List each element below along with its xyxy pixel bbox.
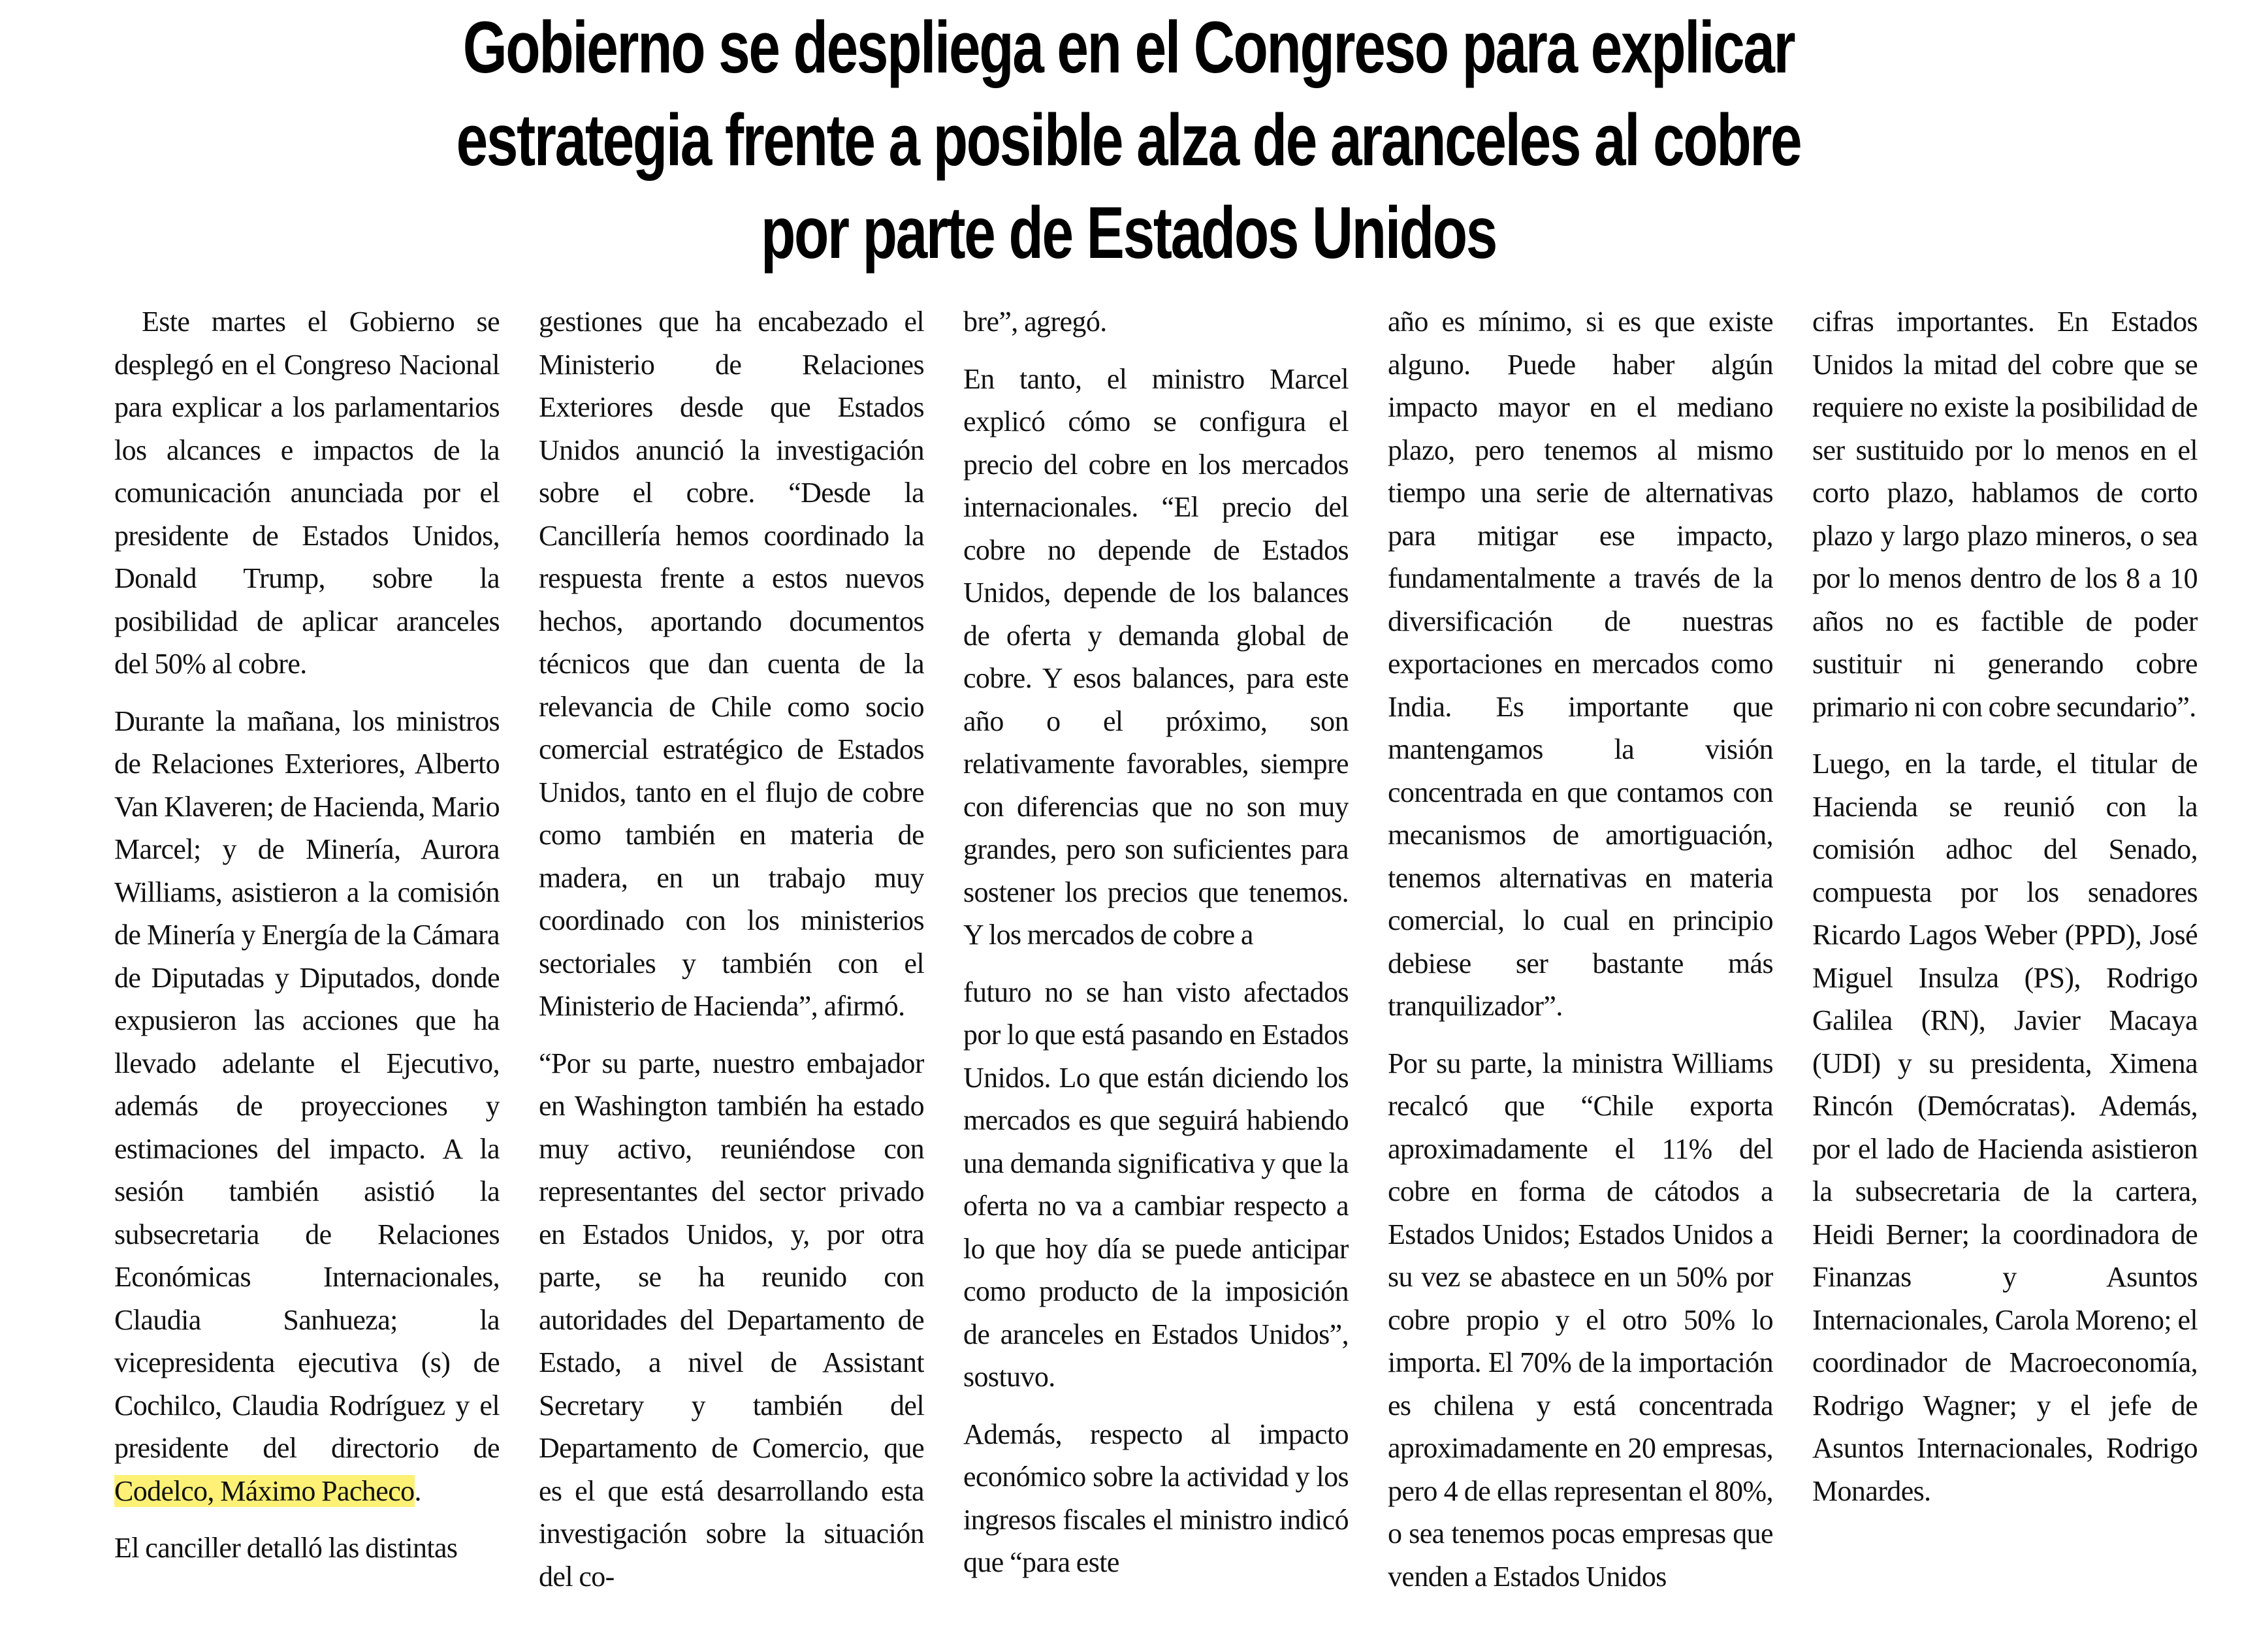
article-paragraph (1812, 742, 2198, 1512)
article-paragraph (539, 300, 924, 1028)
article-paragraph (114, 300, 500, 686)
article-paragraph (963, 358, 1349, 957)
article-paragraph (963, 300, 1349, 343)
paragraph-text: El canciller detalló las distintas (114, 1532, 458, 1564)
article-paragraph (114, 1527, 500, 1570)
highlighted-text: Codelco, Máximo Pacheco (114, 1474, 415, 1507)
paragraph-text: bre”, agregó. (963, 306, 1107, 338)
article-paragraph (1388, 1042, 1773, 1598)
article-paragraph (963, 971, 1349, 1399)
article-paragraph (963, 1413, 1349, 1584)
paragraph-text: Además, respecto al impacto económico sobre la actividad y los ingresos fiscales el ministro indicó que “para este (963, 1418, 1349, 1578)
paragraph-text: Luego, en la tarde, el titular de Hacienda se reunió con la comisión adhoc del Senado, compuesta por los senadores Ricardo Lagos Weber (PPD), José Miguel Insulza (PS), Rodrigo Galilea (RN), Javier Macaya (UDI) y su presidenta, Ximena Rincón (Demócratas). Además, por el lado de Hacienda asistieron la subsecretaria de la cartera, Heidi Berner; la coordinadora de Finanzas y Asuntos Internacionales, Carola Moreno; el coordinador de Macroeconomía, Rodrigo Wagner; y el jefe de Asuntos Internacionales, Rodrigo Monardes. (1812, 748, 2198, 1507)
paragraph-text: Durante la mañana, los ministros de Relaciones Exteriores, Alberto Van Klaveren; de Hacienda, Mario Marcel; y de Minería, Aurora Williams, asistieron a la comisión de Minería y Energía de la Cámara de Diputadas y Diputados, donde expusieron las acciones que ha llevado adelante el Ejecutivo, además de proyecciones y estimaciones del impacto. A la sesión también asistió la subsecretaria de Relaciones Económicas Internacionales, Claudia Sanhueza; la vicepresidenta ejecutiva (s) de Cochilco, Claudia Rodríguez y el presidente del directorio de (114, 705, 500, 1464)
paragraph-text: Este martes el Gobierno se desplegó en el Congreso Nacional para explicar a los parlamentarios los alcances e impactos de la comunicación anunciada por el presidente de Estados Unidos, Donald Trump, sobre la posibilidad de aplicar aranceles del 50% al cobre. (114, 306, 500, 680)
article-paragraph (1388, 300, 1773, 1028)
paragraph-text: año es mínimo, si es que existe alguno. Puede haber algún impacto mayor en el mediano plazo, pero tenemos al mismo tiempo una serie de alternativas para mitigar ese impacto, fundamentalmente a través de la diversificación de nuestras exportaciones en mercados como India. Es importante que mantengamos la visión concentrada en que contamos con mecanismos de amortiguación, tenemos alternativas en materia comercial, lo cual en principio debiese ser bastante más tranquilizador”. (1388, 306, 1773, 1022)
headline-line-2: estrategia frente a posible alza de aranceles al cobre (456, 99, 1801, 181)
article-column-5 (1812, 300, 2198, 1651)
paragraph-text: cifras importantes. En Estados Unidos la mitad del cobre que se requiere no existe la posibilidad de ser sustituido por lo menos en el corto plazo, hablamos de corto plazo y largo plazo mineros, o sea por lo menos dentro de los 8 a 10 años no es factible de poder sustituir ni generando cobre primario ni con cobre secundario”. (1812, 306, 2198, 723)
paragraph-text: Por su parte, la ministra Williams recalcó que “Chile exporta aproximadamente el 11% del cobre en forma de cátodos a Estados Unidos; Estados Unidos a su vez se abastece en un 50% por cobre propio y el otro 50% lo importa. El 70% de la importación es chilena y está concentrada aproximadamente en 20 empresas, pero 4 de ellas representan el 80%, o sea tenemos pocas empresas que venden a Estados Unidos (1388, 1047, 1773, 1593)
paragraph-text: futuro no se han visto afectados por lo que está pasando en Estados Unidos. Lo que están diciendo los mercados es que seguirá habiendo una demanda significativa y que la oferta no va a cambiar respecto a lo que hoy día se puede anticipar como producto de la imposición de aranceles en Estados Unidos”, sostuvo. (963, 976, 1349, 1393)
article-column-4 (1388, 300, 1773, 1651)
paragraph-text: En tanto, el ministro Marcel explicó cómo se configura el precio del cobre en los mercados internacionales. “El precio del cobre no depende de Estados Unidos, depende de los balances de oferta y demanda global de cobre. Y esos balances, para este año o el próximo, son relativamente favorables, siempre con diferencias que no son muy grandes, pero son suficientes para sostener los precios que tenemos. Y los mercados de cobre a (963, 362, 1349, 951)
article-column-3 (963, 300, 1349, 1651)
article-paragraph (539, 1042, 924, 1598)
headline-line-1: Gobierno se despliega en el Congreso para explicar (462, 7, 1795, 88)
article-column-1 (114, 300, 500, 1651)
paragraph-text: “Por su parte, nuestro embajador en Washington también ha estado muy activo, reuniéndose con representantes del sector privado en Estados Unidos, y, por otra parte, se ha reunido con autoridades del Departamento de Estado, a nivel de Assistant Secretary y también del Departamento de Comercio, que es el que está desarrollando esta investigación sobre la situación del co- (539, 1047, 924, 1593)
article-body (114, 300, 2198, 1651)
article-paragraph (1812, 300, 2198, 728)
headline (330, 1, 1927, 279)
article-paragraph (114, 700, 500, 1513)
article-column-2 (539, 300, 924, 1651)
paragraph-text: gestiones que ha encabezado el Ministerio de Relaciones Exteriores desde que Estados Unidos anunció la investigación sobre el cobre. “Desde la Cancillería hemos coordinado la respuesta frente a estos nuevos hechos, aportando documentos técnicos que dan cuenta de la relevancia de Chile como socio comercial estratégico de Estados Unidos, tanto en el flujo de cobre como también en materia de madera, en un trabajo muy coordinado con los ministerios sectoriales y también con el Ministerio de Hacienda”, afirmó. (539, 306, 924, 1022)
headline-line-3: por parte de Estados Unidos (760, 192, 1497, 274)
paragraph-text: . (414, 1474, 421, 1507)
